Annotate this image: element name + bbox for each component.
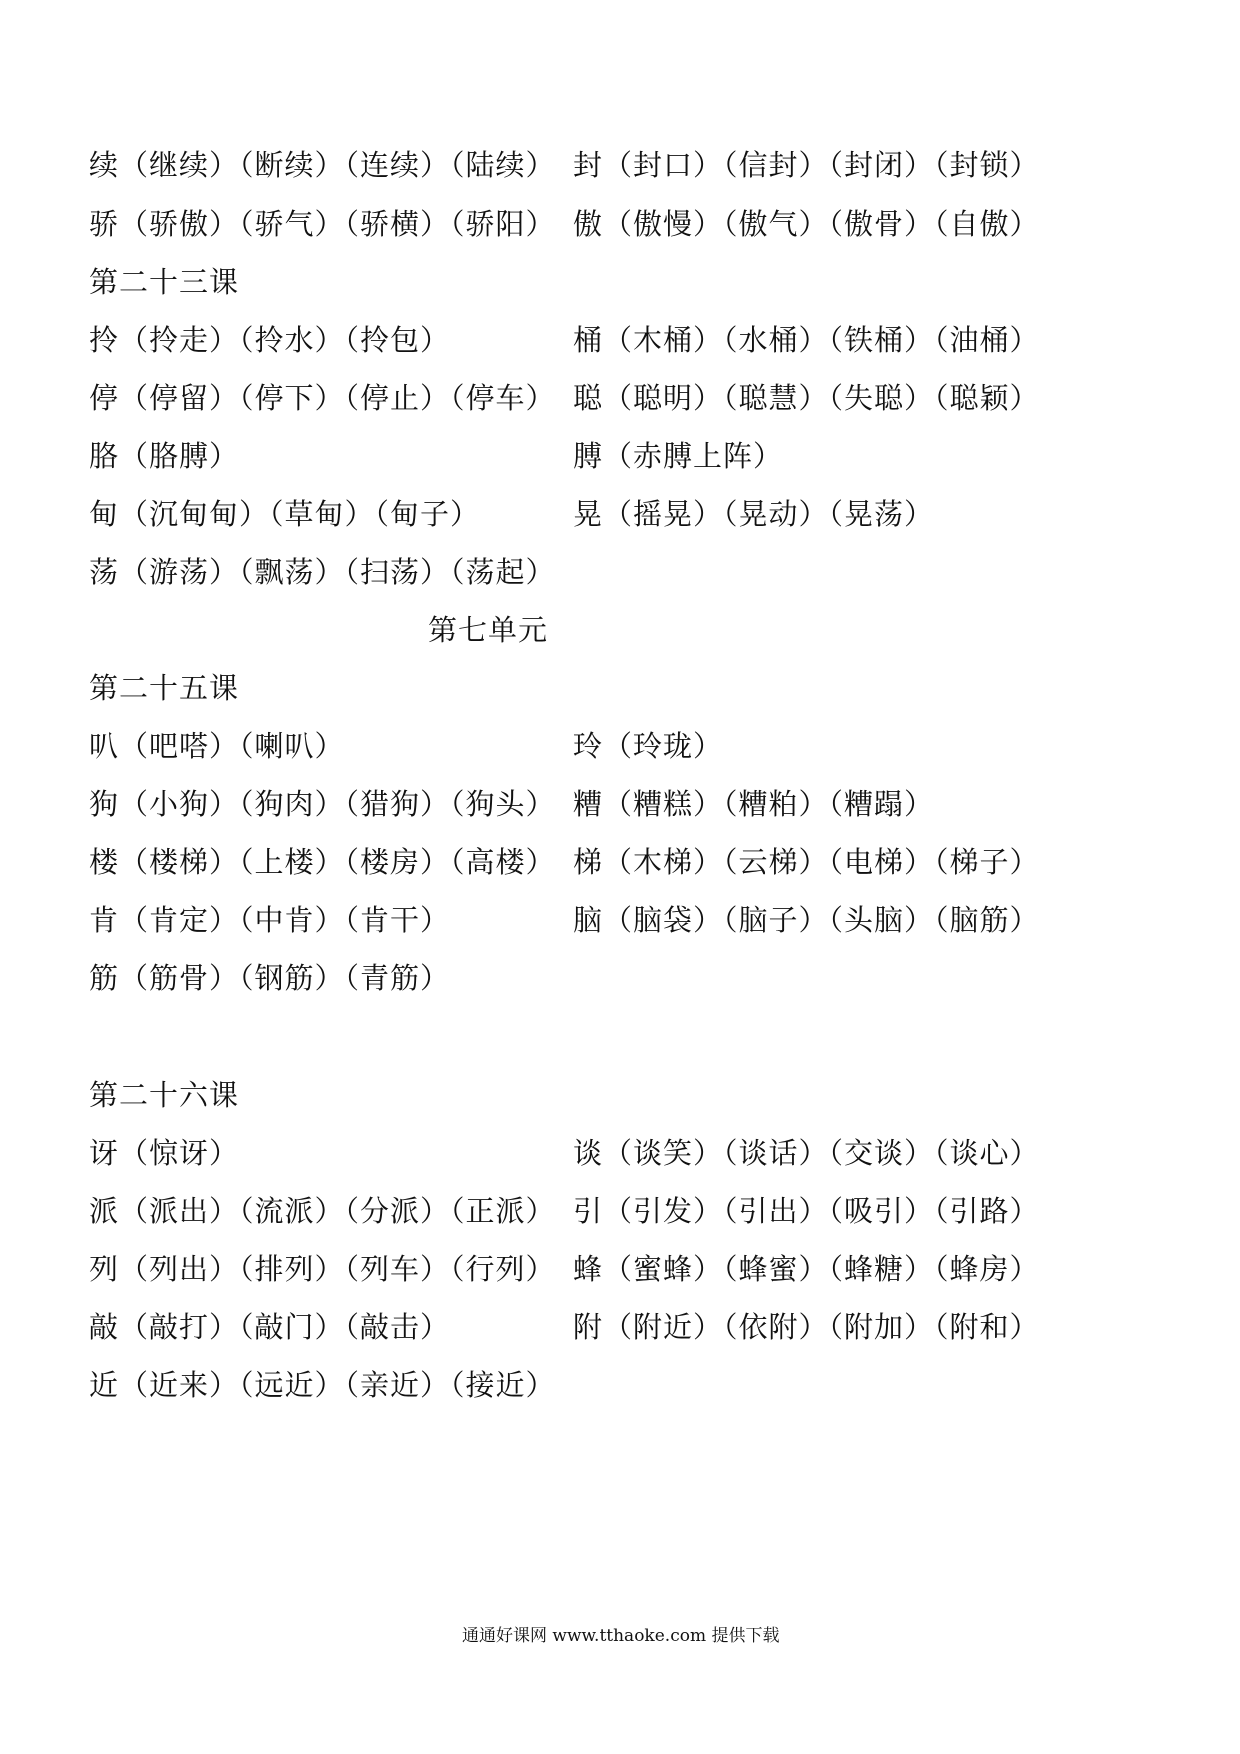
unit-title: 第七单元 xyxy=(428,613,549,647)
vocab-line: 列（列出）（排列）（列车）（行列） xyxy=(89,1252,556,1286)
vocab-line: 封（封口）（信封）（封闭）（封锁） xyxy=(573,148,1040,182)
vocab-line: 蜂（蜜蜂）（蜂蜜）（蜂糖）（蜂房） xyxy=(573,1252,1040,1286)
vocab-line: 玲（玲珑） xyxy=(573,729,724,763)
vocab-line: 续（继续）（断续）（连续）（陆续） xyxy=(89,148,556,182)
vocab-line: 骄（骄傲）（骄气）（骄横）（骄阳） xyxy=(89,207,556,241)
vocab-line: 讶（惊讶） xyxy=(89,1136,240,1170)
vocab-line: 引（引发）（引出）（吸引）（引路） xyxy=(573,1194,1040,1228)
vocab-line: 派（派出）（流派）（分派）（正派） xyxy=(89,1194,556,1228)
vocab-line: 肯（肯定）（中肯）（肯干） xyxy=(89,903,451,937)
vocab-line: 狗（小狗）（狗肉）（猎狗）（狗头） xyxy=(89,787,556,821)
vocab-line: 晃（摇晃）（晃动）（晃荡） xyxy=(573,497,935,531)
lesson-heading-26: 第二十六课 xyxy=(89,1078,240,1112)
vocab-line: 近（近来）（远近）（亲近）（接近） xyxy=(89,1368,556,1402)
vocab-line: 停（停留）（停下）（停止）（停车） xyxy=(89,381,556,415)
vocab-line: 附（附近）（依附）（附加）（附和） xyxy=(573,1310,1040,1344)
vocab-line: 胳（胳膊） xyxy=(89,439,240,473)
lesson-heading-23: 第二十三课 xyxy=(89,265,240,299)
vocab-line: 叭（吧嗒）（喇叭） xyxy=(89,729,345,763)
vocab-line: 糟（糟糕）（糟粕）（糟蹋） xyxy=(573,787,935,821)
vocab-line: 筋（筋骨）（钢筋）（青筋） xyxy=(89,961,451,995)
vocab-line: 脑（脑袋）（脑子）（头脑）（脑筋） xyxy=(573,903,1040,937)
vocab-line: 聪（聪明）（聪慧）（失聪）（聪颖） xyxy=(573,381,1040,415)
vocab-line: 敲（敲打）（敲门）（敲击） xyxy=(89,1310,451,1344)
vocab-line: 拎（拎走）（拎水）（拎包） xyxy=(89,323,451,357)
vocab-line: 梯（木梯）（云梯）（电梯）（梯子） xyxy=(573,845,1040,879)
vocab-line: 膊（赤膊上阵） xyxy=(573,439,784,473)
vocab-line: 桶（木桶）（水桶）（铁桶）（油桶） xyxy=(573,323,1040,357)
vocab-line: 谈（谈笑）（谈话）（交谈）（谈心） xyxy=(573,1136,1040,1170)
page-footer: 通通好课网 www.tthaoke.com 提供下载 xyxy=(462,1626,780,1646)
vocab-line: 楼（楼梯）（上楼）（楼房）（高楼） xyxy=(89,845,556,879)
vocab-line: 荡（游荡）（飘荡）（扫荡）（荡起） xyxy=(89,555,556,589)
vocab-line: 傲（傲慢）（傲气）（傲骨）（自傲） xyxy=(573,207,1040,241)
lesson-heading-25: 第二十五课 xyxy=(89,671,240,705)
vocab-line: 甸（沉甸甸）（草甸）（甸子） xyxy=(89,497,481,531)
